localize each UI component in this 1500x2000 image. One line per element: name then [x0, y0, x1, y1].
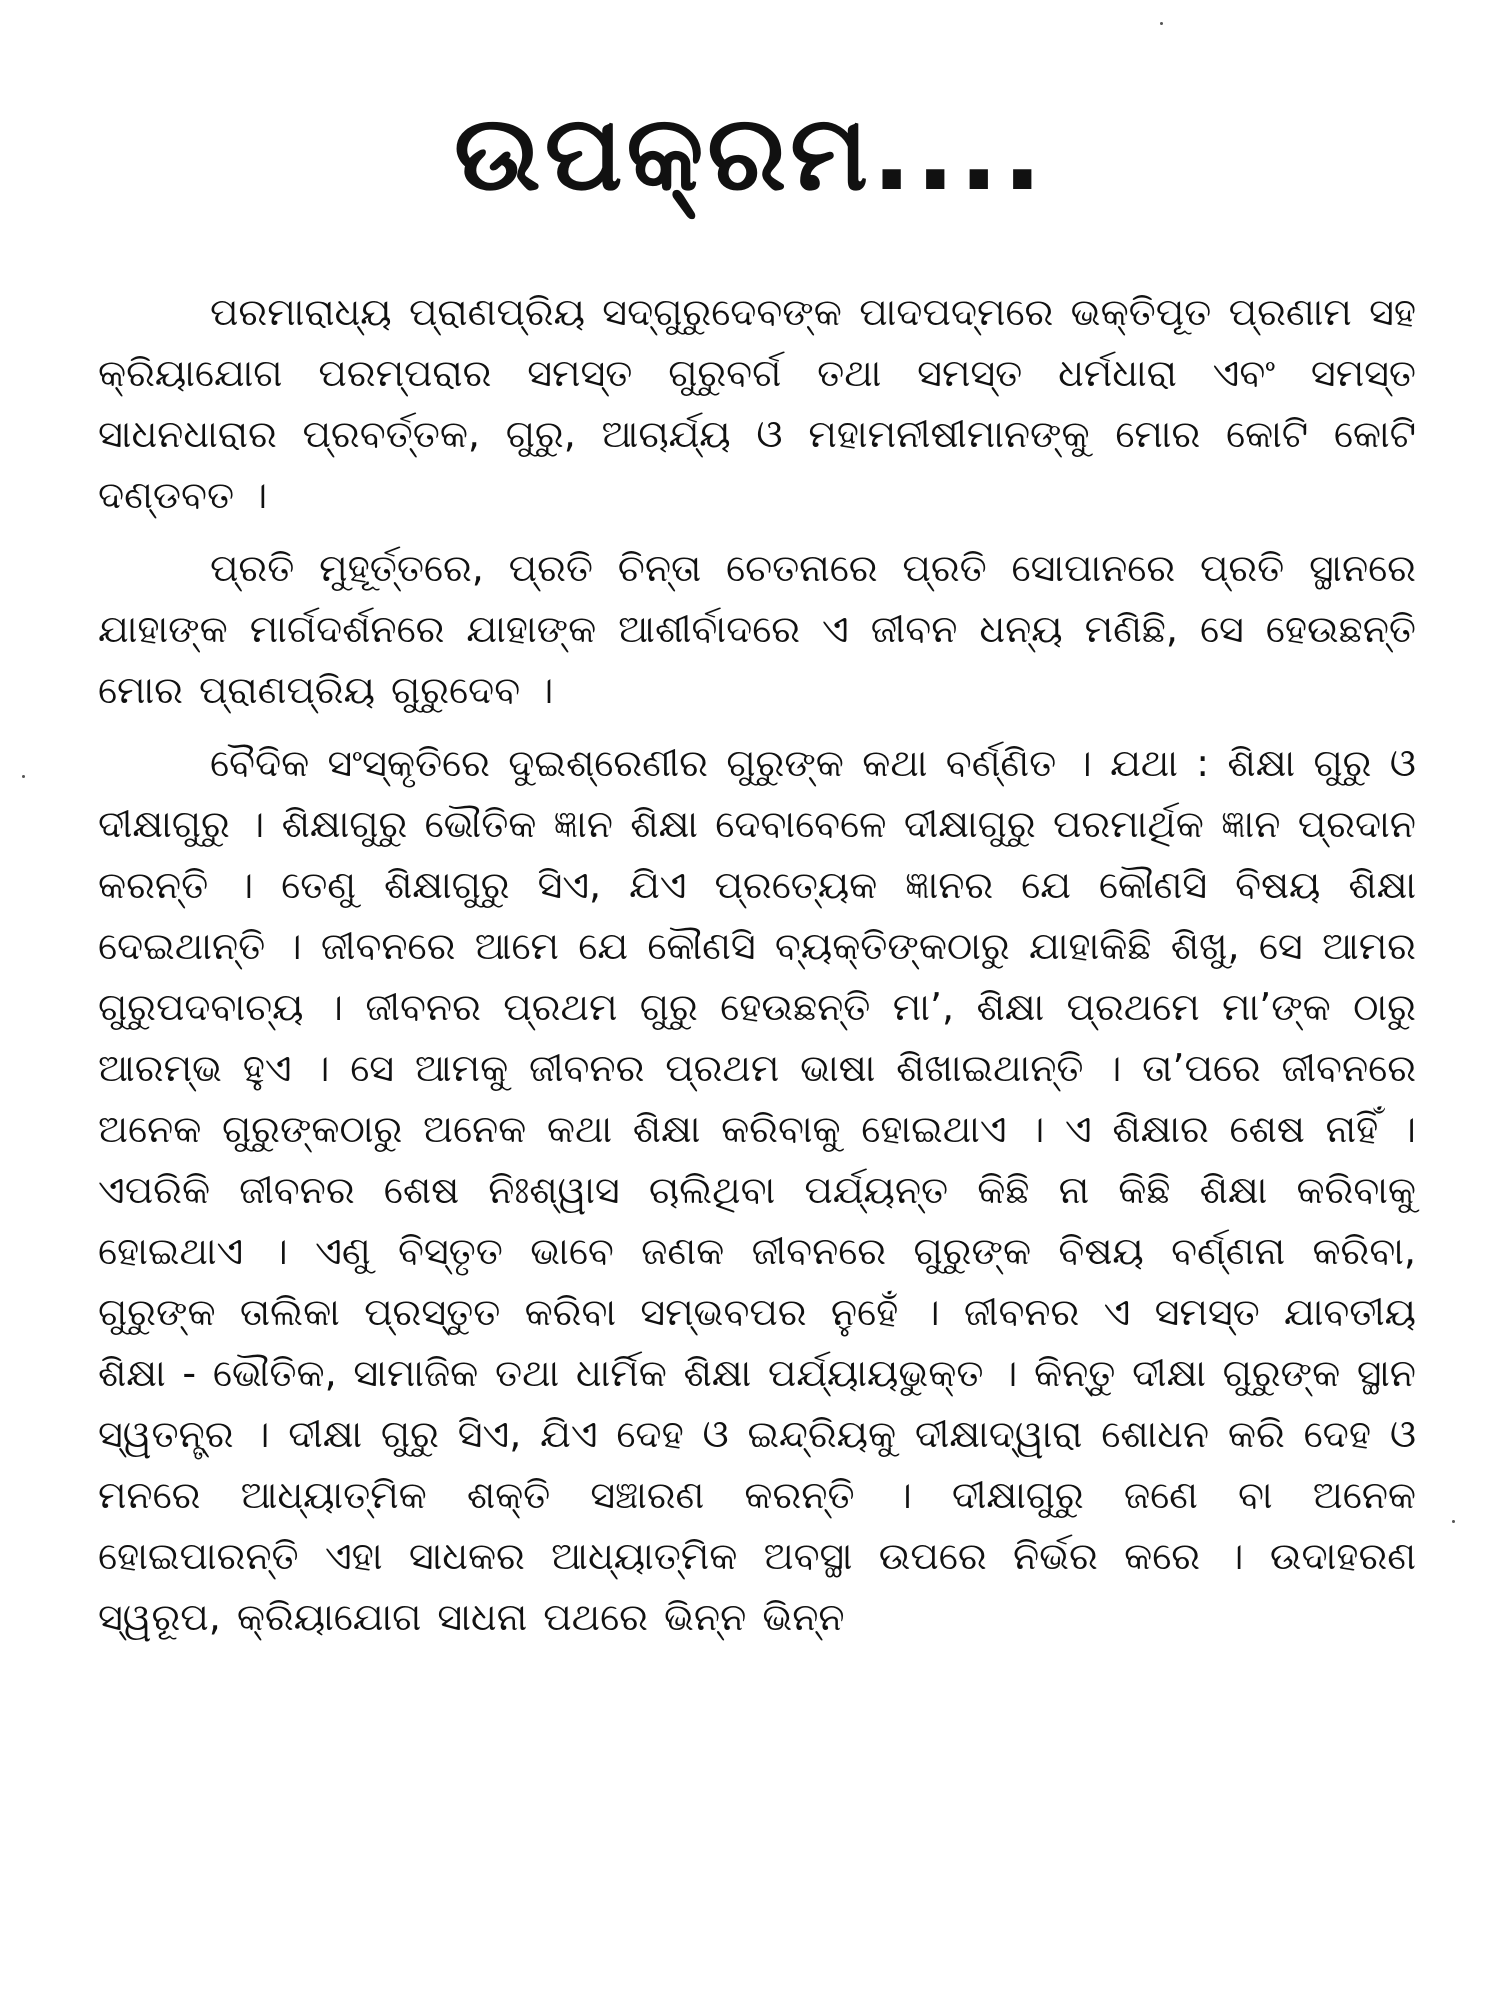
scan-speck — [22, 775, 25, 778]
paragraph-3: ବୈଦିକ ସଂସ୍କୃତିରେ ଦୁଇଶ୍ରେଣୀର ଗୁରୁଙ୍କ କଥା ବର୍ଣ୍ଣିତ । ଯଥା : ଶିକ୍ଷା ଗୁରୁ ଓ ଦୀକ୍ଷାଗୁରୁ । ଶିକ୍ଷାଗୁରୁ ଭୌତିକ ଜ୍ଞାନ ଶିକ୍ଷା ଦେବାବେଳେ ଦୀକ୍ଷାଗୁରୁ ପରମାର୍ଥିକ ଜ୍ଞାନ ପ୍ରଦାନ କରନ୍ତି । ତେଣୁ ଶିକ୍ଷାଗୁରୁ ସିଏ, ଯିଏ ପ୍ରତ୍ୟେକ ଜ୍ଞାନର ଯେ କୌଣସି ବିଷୟ ଶିକ୍ଷା ଦେଇଥାନ୍ତି । ଜୀବନରେ ଆମେ ଯେ କୌଣସି ବ୍ୟକ୍ତିଙ୍କଠାରୁ ଯାହାକିଛି ଶିଖୁ, ସେ ଆମର ଗୁରୁପଦବାଚ୍ୟ । ଜୀବନର ପ୍ରଥମ ଗୁରୁ ହେଉଛନ୍ତି ମା’, ଶିକ୍ଷା ପ୍ରଥମେ ମା’ଙ୍କ ଠାରୁ ଆରମ୍ଭ ହୁଏ । ସେ ଆମକୁ ଜୀବନର ପ୍ରଥମ ଭାଷା ଶିଖାଇଥାନ୍ତି । ତା’ପରେ ଜୀବନରେ ଅନେକ ଗୁରୁଙ୍କଠାରୁ ଅନେକ କଥା ଶିକ୍ଷା କରିବାକୁ ହୋଇଥାଏ । ଏ ଶିକ୍ଷାର ଶେଷ ନାହିଁ । ଏପରିକି ଜୀବନର ଶେଷ ନିଃଶ୍ୱାସ ଚାଲିଥିବା ପର୍ଯ୍ୟନ୍ତ କିଛି ନା କିଛି ଶିକ୍ଷା କରିବାକୁ ହୋଇଥାଏ । ଏଣୁ ବିସ୍ତୃତ ଭାବେ ଜଣକ ଜୀବନରେ ଗୁରୁଙ୍କ ବିଷୟ ବର୍ଣ୍ଣନା କରିବା, ଗୁରୁଙ୍କ ତାଲିକା ପ୍ରସ୍ତୁତ କରିବା ସମ୍ଭବପର ନୁହେଁ । ଜୀବନର ଏ ସମସ୍ତ ଯାବତୀୟ ଶିକ୍ଷା - ଭୌତିକ, ସାମାଜିକ ତଥା ଧାର୍ମିକ ଶିକ୍ଷା ପର୍ଯ୍ୟାୟଭୁକ୍ତ । କିନ୍ତୁ ଦୀକ୍ଷା ଗୁରୁଙ୍କ ସ୍ଥାନ ସ୍ୱତନ୍ତ୍ର । ଦୀକ୍ଷା ଗୁରୁ ସିଏ, ଯିଏ ଦେହ ଓ ଇନ୍ଦ୍ରିୟକୁ ଦୀକ୍ଷାଦ୍ୱାରା ଶୋଧନ କରି ଦେହ ଓ ମନରେ ଆଧ୍ୟାତ୍ମିକ ଶକ୍ତି ସଞ୍ଚାରଣ କରନ୍ତି । ଦୀକ୍ଷାଗୁରୁ ଜଣେ ବା ଅନେକ ହୋଇପାରନ୍ତି ଏହା ସାଧକର ଆଧ୍ୟାତ୍ମିକ ଅବସ୍ଥା ଉପରେ ନିର୍ଭର କରେ । ଉଦାହରଣ ସ୍ୱରୂପ, କ୍ରିୟାଯୋଗ ସାଧନା ପଥରେ ଭିନ୍ନ ଭିନ୍ନ — [98, 741, 1416, 1639]
paragraph-2: ପ୍ରତି ମୁହୂର୍ତ୍ତରେ, ପ୍ରତି ଚିନ୍ତା ଚେତନାରେ ପ୍ରତି ସୋପାନରେ ପ୍ରତି ସ୍ଥାନରେ ଯାହାଙ୍କ ମାର୍ଗଦର୍ଶନରେ ଯାହାଙ୍କ ଆଶୀର୍ବାଦରେ ଏ ଜୀବନ ଧନ୍ୟ ମଣିଛି, ସେ ହେଉଛନ୍ତି ମୋର ପ୍ରାଣପ୍ରିୟ ଗୁରୁଦେବ । — [98, 546, 1416, 712]
body-text — [98, 282, 1416, 1660]
paragraph-1: ପରମାରାଧ୍ୟ ପ୍ରାଣପ୍ରିୟ ସଦ୍‌ଗୁରୁଦେବଙ୍କ ପାଦପଦ୍ମରେ ଭକ୍ତିପୂତ ପ୍ରଣାମ ସହ କ୍ରିୟାଯୋଗ ପରମ୍ପରାର ସମସ୍ତ ଗୁରୁବର୍ଗ ତଥା ସମସ୍ତ ଧର୍ମଧାରା ଏବଂ ସମସ୍ତ ସାଧନଧାରାର ପ୍ରବର୍ତ୍ତକ, ଗୁରୁ, ଆଚାର୍ଯ୍ୟ ଓ ମହାମନୀଷୀମାନଙ୍କୁ ମୋର କୋଟି କୋଟି ଦଣ୍ଡବତ । — [98, 290, 1416, 517]
page-title: ଉପକ୍ରମ.... — [454, 92, 1046, 214]
scan-speck — [1160, 22, 1163, 25]
scan-speck — [1452, 1520, 1455, 1523]
